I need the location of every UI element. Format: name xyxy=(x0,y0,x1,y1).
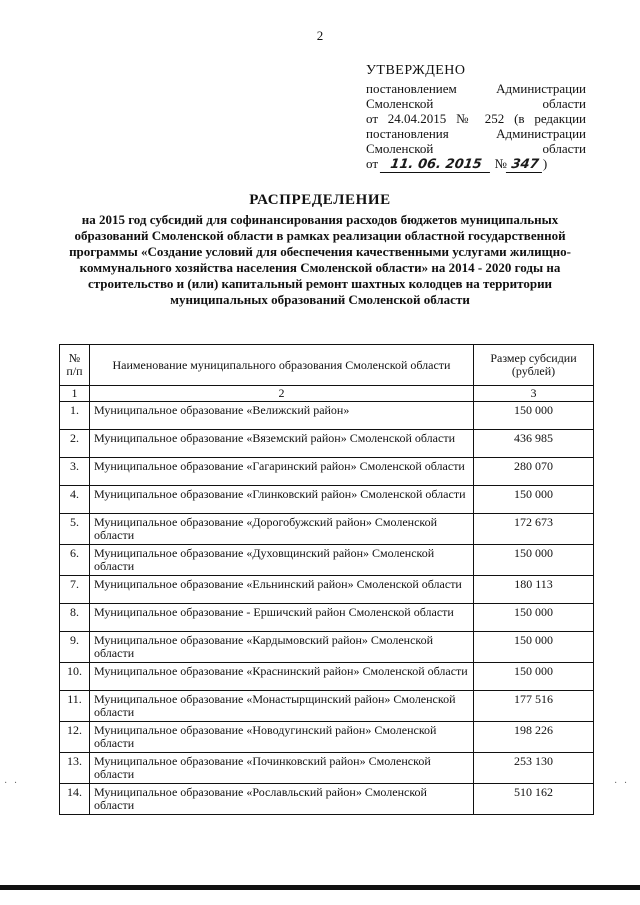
municipality-name: Муниципальное образование «Починковский район» Смоленской области xyxy=(90,753,474,784)
approval-line: постановлением Администрации xyxy=(366,81,586,96)
document-title: РАСПРЕДЕЛЕНИЕ xyxy=(249,192,391,208)
subsidy-amount: 150 000 xyxy=(474,545,594,576)
municipality-name: Муниципальное образование «Ельнинский район» Смоленской области xyxy=(90,576,474,604)
approval-date-line xyxy=(366,156,586,173)
subsidy-amount: 150 000 xyxy=(474,486,594,514)
table-row xyxy=(60,604,594,632)
handwritten-number: 347 xyxy=(506,157,544,173)
approval-title: УТВЕРЖДЕНО xyxy=(366,63,466,78)
row-number: 7. xyxy=(60,576,90,604)
municipality-name: Муниципальное образование «Вяземский район» Смоленской области xyxy=(90,430,474,458)
approval-line: Смоленской области xyxy=(366,141,586,156)
column-index-row xyxy=(60,386,594,402)
table-row xyxy=(60,722,594,753)
row-number: 8. xyxy=(60,604,90,632)
municipality-name: Муниципальное образование «Дорогобужский район» Смоленской области xyxy=(90,514,474,545)
approval-line: Смоленской области xyxy=(366,96,586,111)
approval-line: постановления Администрации xyxy=(366,126,586,141)
subsidy-amount: 150 000 xyxy=(474,632,594,663)
closing-paren: ) xyxy=(542,156,548,171)
index-cell: 3 xyxy=(474,386,594,402)
subsidy-amount: 150 000 xyxy=(474,663,594,691)
table-row xyxy=(60,402,594,430)
index-cell: 1 xyxy=(60,386,90,402)
approval-line: от 24.04.2015 № 252 (в редакции xyxy=(366,111,586,126)
number-label: № xyxy=(494,156,507,171)
bottom-scan-edge xyxy=(0,885,640,890)
table-row xyxy=(60,663,594,691)
table-header-row xyxy=(60,345,594,386)
municipality-name: Муниципальное образование «Монастырщинский район» Смоленской области xyxy=(90,691,474,722)
subsidy-amount: 436 985 xyxy=(474,430,594,458)
municipality-name: Муниципальное образование «Краснинский район» Смоленской области xyxy=(90,663,474,691)
table-row xyxy=(60,632,594,663)
table-row xyxy=(60,753,594,784)
approval-stamp xyxy=(366,63,586,173)
subsidy-amount: 180 113 xyxy=(474,576,594,604)
page-number: 2 xyxy=(316,28,324,43)
subsidy-amount: 177 516 xyxy=(474,691,594,722)
header-number: № п/п xyxy=(60,345,90,386)
subsidy-amount: 280 070 xyxy=(474,458,594,486)
municipality-name: Муниципальное образование - Ершичский район Смоленской области xyxy=(90,604,474,632)
row-number: 9. xyxy=(60,632,90,663)
row-number: 1. xyxy=(60,402,90,430)
municipality-name: Муниципальное образование «Кардымовский район» Смоленской области xyxy=(90,632,474,663)
margin-mark: · · xyxy=(4,778,20,789)
table-row xyxy=(60,514,594,545)
municipality-name: Муниципальное образование «Рославльский район» Смоленской области xyxy=(90,784,474,815)
approval-prefix: от xyxy=(366,156,379,171)
row-number: 13. xyxy=(60,753,90,784)
subsidy-amount: 198 226 xyxy=(474,722,594,753)
municipality-name: Муниципальное образование «Глинковский район» Смоленской области xyxy=(90,486,474,514)
row-number: 11. xyxy=(60,691,90,722)
subsidy-amount: 510 162 xyxy=(474,784,594,815)
handwritten-date: 11. 06. 2015 xyxy=(380,157,492,173)
municipality-name: Муниципальное образование «Духовщинский район» Смоленской области xyxy=(90,545,474,576)
municipality-name: Муниципальное образование «Велижский район» xyxy=(90,402,474,430)
table-row xyxy=(60,486,594,514)
table-row xyxy=(60,576,594,604)
subsidy-amount: 253 130 xyxy=(474,753,594,784)
table-row xyxy=(60,430,594,458)
subsidy-amount: 172 673 xyxy=(474,514,594,545)
row-number: 4. xyxy=(60,486,90,514)
index-cell: 2 xyxy=(90,386,474,402)
row-number: 10. xyxy=(60,663,90,691)
municipality-name: Муниципальное образование «Новодугинский район» Смоленской области xyxy=(90,722,474,753)
table-row xyxy=(60,458,594,486)
header-municipality: Наименование муниципального образования Смоленской области xyxy=(90,345,474,386)
subsidy-amount: 150 000 xyxy=(474,604,594,632)
subsidy-amount: 150 000 xyxy=(474,402,594,430)
row-number: 2. xyxy=(60,430,90,458)
table-row xyxy=(60,784,594,815)
municipality-name: Муниципальное образование «Гагаринский район» Смоленской области xyxy=(90,458,474,486)
row-number: 12. xyxy=(60,722,90,753)
table-row xyxy=(60,691,594,722)
margin-mark: · · xyxy=(614,778,630,789)
row-number: 3. xyxy=(60,458,90,486)
table-row xyxy=(60,545,594,576)
row-number: 5. xyxy=(60,514,90,545)
row-number: 6. xyxy=(60,545,90,576)
distribution-table xyxy=(59,344,594,815)
document-heading xyxy=(50,192,590,308)
header-amount: Размер субсидии (рублей) xyxy=(474,345,594,386)
document-subtitle: на 2015 год субсидий для софинансирования расходов бюджетов муниципальных образований Смоленской области в рамках реализации областной государственной программы «Создание условий для обеспечения качественными услугами жилищно-коммунального хозяйства населения Смоленской области» на 2014 - 2020 годы на строительство и (или) капитальный ремонт шахтных колодцев на территории муниципальных образований Смоленской области xyxy=(69,212,571,307)
row-number: 14. xyxy=(60,784,90,815)
